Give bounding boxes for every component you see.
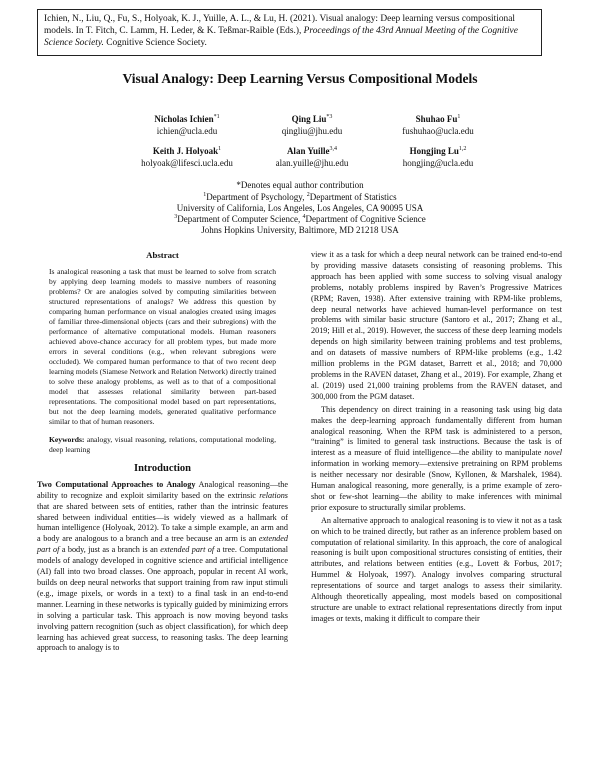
intro-paragraph-1 — [37, 480, 288, 655]
italic-span: novel — [544, 448, 562, 458]
right-paragraph-3: An alternative approach to analogical reasoning is to view it not as a task on which to be trained directly, but rather as an inference problem based on computation of relational similarity. In this approach, the core of analogical reasoning is built upon compositional structures consisting of entities, their attributes, and relations between entities (e.g., Lovett & Forbus, 2017; Hummel & Holyoak, 1997). Analogy involves comparing structural representations of source and target analogs to assess their similarity. Although theoretically appealing, most models based on compositional structure are unable to extract relational representations directly from input images or texts, making it difficult to compare their — [311, 515, 562, 623]
affiliation-sup: 4 — [302, 214, 306, 220]
author-email: alan.yuille@jhu.edu — [275, 158, 349, 168]
affiliation-sup: 3 — [174, 214, 178, 220]
citation-proceedings: Proceedings of the 43rd Annual Meeting of the Cognitive Science Society. — [44, 26, 518, 48]
keywords — [37, 435, 288, 455]
author-name: Shuhao Fu — [415, 114, 458, 124]
author-name: Alan Yuille — [286, 146, 330, 156]
right-paragraph-2 — [311, 405, 562, 514]
author-block-2 — [247, 113, 377, 137]
citation-box — [37, 9, 542, 56]
affiliation-line-2: University of California, Los Angeles, Los Angeles, CA 90095 USA — [176, 203, 424, 213]
text-span: a tree. Computational models of analogy developed in cognitive science and artificial intelligence (AI) fall into two broad classes. One approach, popular in recent AI work, builds on deep neural networks that support training from raw input stimuli (e.g., image pixels, or words in a text) to a final task in an end-to-end manner. Learning in these networks is typically guided by minimizing errors in solving a particular task. This approach is now moving beyond tasks involving pattern recognition (such as object classification), for which deep learning has achieved great success, to reasoning tasks. The deep learning approach to analogy is to — [37, 545, 288, 653]
author-name: Qing Liu — [291, 114, 327, 124]
italic-span: extended part of — [160, 545, 215, 555]
italic-span: relations — [259, 490, 288, 500]
italic-span: extended part of — [37, 534, 288, 555]
affiliation-line-4: Johns Hopkins University, Baltimore, MD 21218 USA — [201, 225, 399, 235]
left-column — [37, 250, 288, 654]
abstract-text: Is analogical reasoning a task that must be learned to solve from scratch by applying deep learning models to massive numbers of reasoning problems? Or are analogies solved by computing similarities between structured representations of analogs? We address this question by comparing human performance on visual analogies created using images of familiar three-dimensional objects (cars and their subregions) with the performance of alternative computational models. Human reasoners achieved above-chance accuracy for all problem types, but made more errors in several conditions (e.g., when relevant subregions were occluded). We compared human performance to that of two recent deep learning models (Siamese Network and Relation Network) directly trained to solve these analogy problems, as well as to that of a compositional model that assesses relational similarity between part-based representations. The compositional model based on part representations, but not the deep learning models, generated qualitative performance similar to that of human reasoners. — [49, 266, 276, 426]
affiliation-text: Department of Cognitive Science — [305, 214, 426, 224]
citation-text: Ichien, N., Liu, Q., Fu, S., Holyoak, K. J., Yuille, A. L., & Lu, H. (2021). Visual analogy: Deep learning versus compositional models. In T. Fitch, C. Lamm, H. Leder, & K. Teßmar-Raible (Eds.), — [44, 14, 515, 36]
runin-heading: Two Computational Approaches to Analogy — [37, 479, 196, 489]
author-sup: *3 — [326, 114, 333, 120]
right-column — [311, 250, 562, 625]
author-block-3 — [373, 113, 503, 137]
text-span: information in working memory—extensive pretraining on RPM problems is neither necessary nor desirable (Snow, Kyllonen, & Marshalek, 1984). Human analogical reasoning, more generally, is a prime example of zero-shot or few-shot learning—the ability to make inferences with minimal prior exposure to structurally similar problems. — [311, 459, 562, 512]
keywords-text: analogy, visual reasoning, relations, computational modeling, deep learning — [49, 434, 276, 454]
text-span: that are shared between sets of entities, rather than the intrinsic features shared between individual entities—is widely viewed as a hallmark of human intelligence (Holyoak, 2012). To take a simple example, an arm and a body are analogous to a branch and a tree because an arm is an — [37, 501, 288, 544]
author-email: fushuhao@ucla.edu — [402, 126, 474, 136]
affiliation-line-3 — [0, 214, 600, 225]
author-block-5 — [247, 145, 377, 169]
text-span: This dependency on direct training in a reasoning task using big data makes the deep-learning approach fundamentally different from human analogical reasoning. When the RPM task is administered to a person, “training” is limited to general task instructions. Because the task is of interest as a measure of fluid intelligence—the ability to manipulate — [311, 404, 562, 458]
section-heading-introduction: Introduction — [134, 462, 191, 474]
author-sup: 1 — [457, 114, 461, 120]
author-block-6 — [373, 145, 503, 169]
author-sup: *1 — [213, 114, 220, 120]
affiliation-text: Department of Statistics — [309, 192, 397, 202]
citation-publisher: Cognitive Science Society. — [103, 38, 207, 48]
affiliation-text: Department of Computer Science, — [177, 214, 303, 224]
author-name: Keith J. Holyoak — [152, 146, 219, 156]
affiliation-sup: 2 — [306, 192, 310, 198]
author-email: qingliu@jhu.edu — [281, 126, 343, 136]
equal-contribution-note: *Denotes equal author contribution — [236, 180, 364, 190]
author-sup: 3,4 — [329, 146, 338, 152]
author-email: hongjing@ucla.edu — [402, 158, 474, 168]
author-name: Nicholas Ichien — [154, 114, 214, 124]
affiliation-sup: 1 — [203, 192, 207, 198]
keywords-label: Keywords: — [49, 434, 85, 444]
text-span: Analogical reasoning—the ability to recognize and exploit similarity based on the extrinsic — [37, 479, 288, 500]
affiliation-text: Department of Psychology, — [206, 192, 307, 202]
author-block-1 — [122, 113, 252, 137]
author-email: holyoak@lifesci.ucla.edu — [141, 158, 233, 168]
author-email: ichien@ucla.edu — [156, 126, 218, 136]
text-span: a body, just as a branch is an — [59, 545, 161, 555]
author-sup: 1,2 — [458, 146, 467, 152]
author-sup: 1 — [218, 146, 222, 152]
affiliation-line-1 — [0, 192, 600, 203]
author-block-4 — [122, 145, 252, 169]
paper-title: Visual Analogy: Deep Learning Versus Compositional Models — [122, 71, 478, 86]
right-paragraph-1: view it as a task for which a deep neural network can be trained end-to-end by providing massive datasets consisting of reasoning problems. This approach has been applied with some success to solving visual analogy problems, notably problems inspired by Raven’s Progressive Matrices (RPM; Raven, 1938). After extensive training with RPM-like problems, deep neural networks have achieved human-level performance on test problems with similar basic structure (Santoro et al., 2017; Zhang et al., 2019; Hill et al., 2019). However, the success of these deep learning models depends on high similarity between training problems and test problems, and on datasets of massive numbers of RPM-like problems (e.g., 1.42 million problems in the PGM dataset, Barrett et al., 2018; and 70,000 problems in the RAVEN dataset, Zhang et al., 2019). For example, Zhang et al. (2019) used 21,000 training problems from the RAVEN dataset, and 300,000 from the PGM dataset. — [311, 250, 562, 401]
abstract-heading: Abstract — [146, 250, 179, 260]
author-name: Hongjing Lu — [409, 146, 459, 156]
